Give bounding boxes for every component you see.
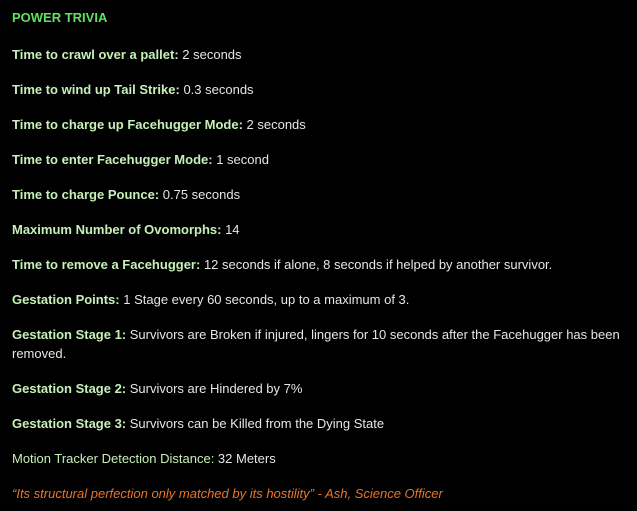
trivia-row-remove-facehugger bbox=[12, 255, 625, 274]
trivia-label: Time to charge up Facehugger Mode: bbox=[12, 117, 243, 132]
trivia-row-charge-facehugger bbox=[12, 115, 625, 134]
trivia-row-tail-strike bbox=[12, 80, 625, 99]
trivia-value: 1 second bbox=[212, 152, 269, 167]
trivia-row-motion-tracker bbox=[12, 449, 625, 468]
trivia-row-gestation-stage-2 bbox=[12, 379, 625, 398]
trivia-value: 0.75 seconds bbox=[159, 187, 241, 202]
trivia-value: Survivors are Hindered by 7% bbox=[126, 381, 303, 396]
trivia-label: Gestation Stage 2: bbox=[12, 381, 127, 396]
trivia-row-enter-facehugger bbox=[12, 150, 625, 169]
trivia-value: Survivors can be Killed from the Dying State bbox=[126, 416, 385, 431]
trivia-label: Gestation Points: bbox=[12, 292, 120, 307]
trivia-row-ovomorphs bbox=[12, 220, 625, 239]
trivia-row-pallet bbox=[12, 45, 625, 64]
trivia-value: 32 Meters bbox=[214, 451, 276, 466]
trivia-label: Gestation Stage 1: bbox=[12, 327, 127, 342]
trivia-label: Time to crawl over a pallet: bbox=[12, 47, 179, 62]
flavor-quote: “Its structural perfection only matched by its hostility” - Ash, Science Officer bbox=[12, 486, 443, 501]
trivia-value: 0.3 seconds bbox=[179, 82, 254, 97]
trivia-row-gestation-stage-3 bbox=[12, 414, 625, 433]
trivia-value: 2 seconds bbox=[242, 117, 306, 132]
trivia-value: 12 seconds if alone, 8 seconds if helped by another survivor. bbox=[200, 257, 553, 272]
trivia-row-gestation-points bbox=[12, 290, 625, 309]
trivia-value: 1 Stage every 60 seconds, up to a maximum of 3. bbox=[119, 292, 410, 307]
trivia-label: Time to charge Pounce: bbox=[12, 187, 160, 202]
section-title: POWER TRIVIA bbox=[12, 10, 108, 25]
trivia-row-pounce bbox=[12, 185, 625, 204]
trivia-label: Motion Tracker Detection Distance: bbox=[12, 451, 215, 466]
trivia-label: Time to enter Facehugger Mode: bbox=[12, 152, 213, 167]
trivia-label: Time to remove a Facehugger: bbox=[12, 257, 201, 272]
trivia-value: 14 bbox=[221, 222, 240, 237]
trivia-value: 2 seconds bbox=[178, 47, 242, 62]
trivia-label: Gestation Stage 3: bbox=[12, 416, 127, 431]
trivia-label: Maximum Number of Ovomorphs: bbox=[12, 222, 222, 237]
trivia-label: Time to wind up Tail Strike: bbox=[12, 82, 180, 97]
trivia-row-gestation-stage-1 bbox=[12, 325, 625, 363]
trivia-value: Survivors are Broken if injured, lingers for 10 seconds after the Facehugger has been removed. bbox=[12, 327, 620, 361]
